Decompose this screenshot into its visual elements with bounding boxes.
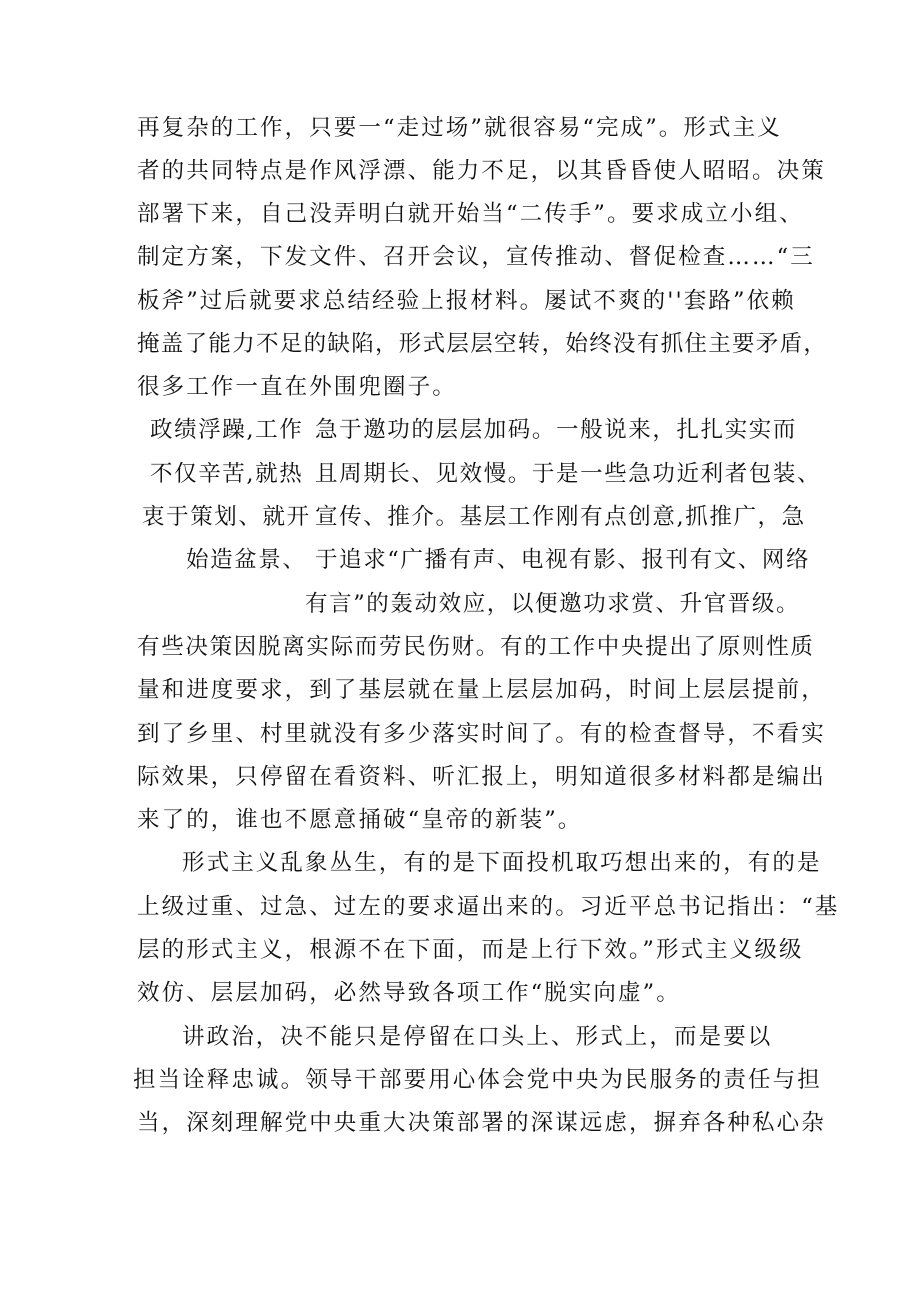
left-column-line: 衷于策划、就开 [142, 504, 311, 530]
text-line: 有些决策因脱离实际而劳民伤财。有的工作中央提出了原则性质 [137, 634, 815, 660]
text-line: 板斧”过后就要求总结经验上报材料。屡试不爽的''套路”依赖 [137, 288, 796, 314]
left-column-line: 始造盆景、 [186, 547, 307, 573]
text-line: 来了的，谁也不愿意捅破“皇帝的新装”。 [137, 807, 583, 833]
right-column-line: 且周期长、见效慢。于是一些急功近利者包装、 [315, 461, 822, 487]
right-column-line: 宣传、推介。基层工作刚有点创意,抓推广，急 [315, 504, 806, 530]
text-line: 上级过重、过急、过左的要求逼出来的。习近平总书记指出：“基 [137, 894, 840, 920]
right-column-line: 有言”的轰动效应，以便邀功求赏、升官晋级。 [305, 591, 801, 617]
text-line: 再复杂的工作，只要一“走过场”就很容易“完成”。形式主义 [137, 115, 782, 141]
text-line: 很多工作一直在外围兜圈子。 [137, 374, 457, 400]
text-line: 效仿、层层加码，必然导致各项工作“脱实向虚”。 [137, 980, 681, 1006]
text-line: 际效果，只停留在看资料、听汇报上，明知道很多材料都是编出 [137, 764, 826, 790]
right-column-line: 于追求“广播有声、电视有影、报刊有文、网络 [315, 547, 811, 573]
text-line: 担当诠释忠诚。领导干部要用心体会党中央为民服务的责任与担 [133, 1067, 822, 1093]
text-line: 部署下来，自己没弄明白就开始当“二传手”。要求成立小组、 [137, 201, 804, 227]
right-column-line: 急于邀功的层层加码。一般说来，扎扎实实而 [315, 417, 798, 443]
text-line: 制定方案，下发文件、召开会议，宣传推动、督促检查……“三 [137, 244, 815, 270]
text-line: 量和进度要求，到了基层就在量上层层加码，时间上层层提前， [137, 677, 826, 703]
left-column-line: 政绩浮躁,工作 [150, 417, 304, 443]
text-line: 层的形式主义，根源不在下面，而是上行下效。”形式主义级级 [137, 937, 804, 963]
text-line: 当，深刻理解党中央重大决策部署的深谋远虑，摒弃各种私心杂 [137, 1110, 826, 1136]
text-line: 掩盖了能力不足的缺陷，形式层层空转，始终没有抓住主要矛盾， [137, 331, 828, 357]
text-line: 形式主义乱象丛生，有的是下面投机取巧想出来的，有的是 [182, 850, 822, 876]
text-line: 到了乡里、村里就没有多少落实时间了。有的检查督导，不看实 [137, 721, 826, 747]
text-line: 者的共同特点是作风浮漂、能力不足，以其昏昏使人昭昭。决策 [137, 158, 826, 184]
left-column-line: 不仅辛苦,就热 [150, 461, 304, 487]
text-line: 讲政治，决不能只是停留在口头上、形式上，而是要以 [182, 1024, 773, 1050]
